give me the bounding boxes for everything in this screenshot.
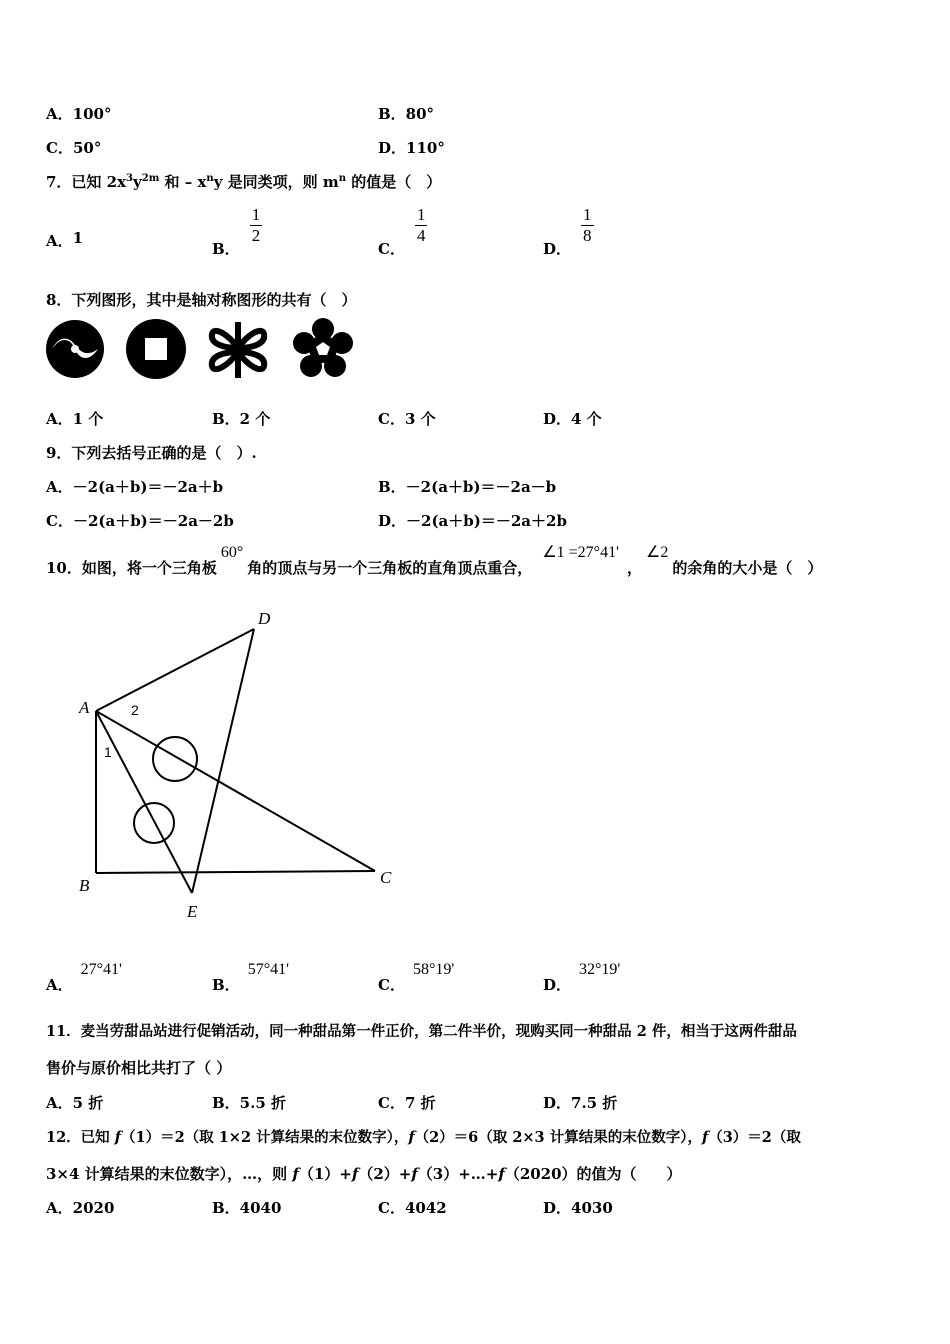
label-e: E [187,902,198,921]
yin-yang-symbol-figure [44,318,106,380]
q10-option-b: B．57°41' [212,961,289,994]
q9-option-a: A．－2(a＋b)＝－2a＋b [46,478,224,496]
q9-option-d: D．－2(a＋b)＝－2a＋2b [378,512,567,530]
q8-option-d: D．4 个 [543,410,602,428]
edge-ad [96,629,254,711]
q7-stem: 7．已知 $2x^3y^{2m}$ 和 – $x^ny$ 是同类项，则 $m^n$ 的值是（ ） [46,173,442,191]
q12-option-d: D．4030 [543,1199,613,1217]
hole-circle-upper [153,737,197,781]
q11-option-b: B．5.5 折 [212,1094,286,1112]
q6-option-c: C．50° [46,139,102,157]
q6-option-a: A．100° [46,105,112,123]
q12-option-b: B．4040 [212,1199,282,1217]
edge-bc [96,871,375,873]
q11-stem-line1: 11．麦当劳甜品站进行促销活动，同一种甜品第一件正价，第二件半价，现购买同一种甜品 2 件，相当于这两件甜品 [46,1023,797,1040]
label-a: A [79,698,90,717]
q8-option-b: B．2 个 [212,410,271,428]
q8-stem: 8．下列图形，其中是轴对称图形的共有（ ） [46,291,357,309]
q9-stem: 9．下列去括号正确的是（ ）. [46,444,257,462]
q10-option-a: A．27°41' [46,961,122,994]
label-angle-2: 2 [131,702,139,718]
q6-option-d: D．110° [378,139,445,157]
q9-option-b: B．－2(a＋b)＝－2a－b [378,478,557,496]
q7-option-d: D． $\frac{1}{8}$ [543,205,592,259]
label-b: B [79,876,90,895]
triangle-figure [70,605,410,925]
q9-option-c: C．－2(a＋b)＝－2a－2b [46,512,234,530]
q10-option-d: D．32°19' [543,961,621,994]
coin-figure [125,318,187,380]
q11-stem-line2: 售价与原价相比共打了（ ） [46,1059,232,1077]
label-angle-1: 1 [104,744,112,760]
q7-option-c: C． $\frac{1}{4}$ [378,205,426,259]
q12-option-c: C．4042 [378,1199,447,1217]
knot-pattern-figure [206,318,270,382]
label-d: D [258,609,271,628]
q11-option-a: A．5 折 [46,1094,104,1112]
q11-option-d: D．7.5 折 [543,1094,618,1112]
q12-stem-line1: 12．已知 f（1）＝2（取 1×2 计算结果的末位数字），f（2）＝6（取 2×3 计算结果的末位数字），f（3）＝2（取 [46,1129,801,1146]
q8-option-a: A．1 个 [46,410,104,428]
q7-option-a: A．1 [46,229,84,250]
q11-option-c: C．7 折 [378,1094,436,1112]
q8-option-c: C．3 个 [378,410,436,428]
q7-option-b: B． $\frac{1}{2}$ [212,205,261,259]
edge-de [192,629,254,893]
q6-option-b: B．80° [378,105,435,123]
pentagon-flower-figure [292,318,354,380]
q12-option-a: A．2020 [46,1199,115,1217]
q10-option-c: C．58°19' [378,961,455,994]
q10-stem: 10．如图，将一个三角板60°角的顶点与另一个三角板的直角顶点重合，∠1 =27°41'，∠2的余角的大小是（ ） [46,544,823,577]
q12-stem-line2: 3×4 计算结果的末位数字），…，则 f（1）+f（2）+f（3）+…+f（2020）的值为（ ） [46,1165,682,1183]
label-c: C [380,868,392,887]
